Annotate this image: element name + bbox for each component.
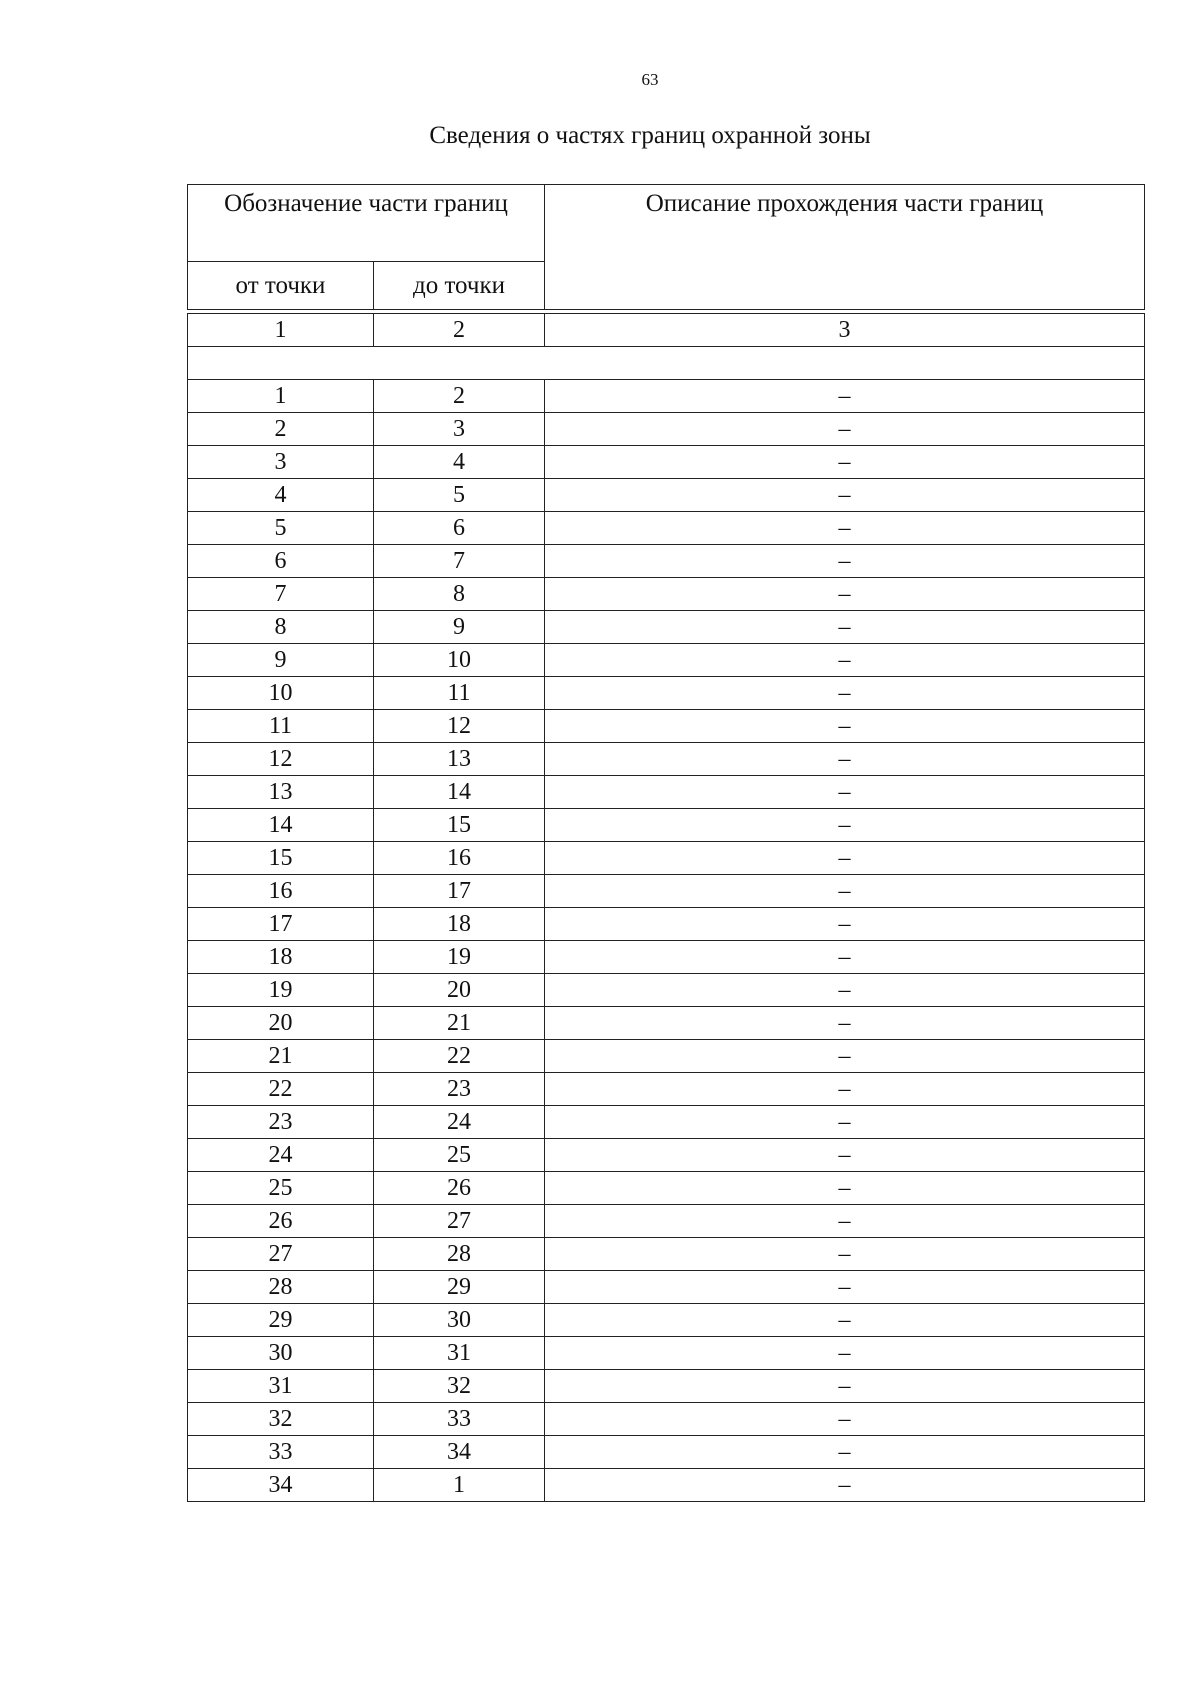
table-row <box>188 1205 1145 1238</box>
from-point-cell: 27 <box>188 1238 374 1271</box>
table-row <box>188 578 1145 611</box>
from-point-cell: 22 <box>188 1073 374 1106</box>
table-row <box>188 1073 1145 1106</box>
description-cell: – <box>545 1205 1145 1238</box>
to-point-cell: 33 <box>374 1403 545 1436</box>
table-row <box>188 1238 1145 1271</box>
from-point-cell: 6 <box>188 545 374 578</box>
description-cell: – <box>545 1469 1145 1502</box>
to-point-cell: 24 <box>374 1106 545 1139</box>
empty-section-cell <box>188 347 1145 380</box>
to-point-cell: 16 <box>374 842 545 875</box>
table-row <box>188 1469 1145 1502</box>
table-row <box>188 974 1145 1007</box>
to-point-cell: 31 <box>374 1337 545 1370</box>
description-cell: – <box>545 974 1145 1007</box>
column-number: 1 <box>188 314 374 347</box>
from-point-cell: 24 <box>188 1139 374 1172</box>
description-cell: – <box>545 1073 1145 1106</box>
from-point-cell: 17 <box>188 908 374 941</box>
description-cell: – <box>545 1007 1145 1040</box>
to-point-cell: 11 <box>374 677 545 710</box>
from-point-cell: 8 <box>188 611 374 644</box>
table-row <box>188 1271 1145 1304</box>
to-point-cell: 25 <box>374 1139 545 1172</box>
from-point-cell: 4 <box>188 479 374 512</box>
from-point-cell: 23 <box>188 1106 374 1139</box>
to-point-cell: 15 <box>374 809 545 842</box>
description-cell: – <box>545 611 1145 644</box>
to-point-cell: 4 <box>374 446 545 479</box>
table-row <box>188 1304 1145 1337</box>
table-row <box>188 1403 1145 1436</box>
from-point-cell: 3 <box>188 446 374 479</box>
page-number: 63 <box>641 70 659 89</box>
description-cell: – <box>545 875 1145 908</box>
table-row <box>188 908 1145 941</box>
table-row <box>188 677 1145 710</box>
description-cell: – <box>545 1337 1145 1370</box>
description-cell: – <box>545 512 1145 545</box>
table-row <box>188 1172 1145 1205</box>
description-cell: – <box>545 578 1145 611</box>
description-cell: – <box>545 842 1145 875</box>
description-cell: – <box>545 1238 1145 1271</box>
description-cell: – <box>545 809 1145 842</box>
description-cell: – <box>545 545 1145 578</box>
to-point-cell: 1 <box>374 1469 545 1502</box>
table-row <box>188 776 1145 809</box>
to-point-cell: 10 <box>374 644 545 677</box>
description-cell: – <box>545 941 1145 974</box>
description-cell: – <box>545 1172 1145 1205</box>
description-cell: – <box>545 743 1145 776</box>
column-number: 2 <box>374 314 545 347</box>
table-row <box>188 545 1145 578</box>
to-point-cell: 17 <box>374 875 545 908</box>
header-from-point: от точки <box>188 262 374 310</box>
from-point-cell: 32 <box>188 1403 374 1436</box>
from-point-cell: 19 <box>188 974 374 1007</box>
column-number: 3 <box>545 314 1145 347</box>
table-row <box>188 941 1145 974</box>
description-cell: – <box>545 413 1145 446</box>
from-point-cell: 16 <box>188 875 374 908</box>
from-point-cell: 20 <box>188 1007 374 1040</box>
from-point-cell: 2 <box>188 413 374 446</box>
table-body <box>188 185 1145 1502</box>
table-row <box>188 446 1145 479</box>
from-point-cell: 29 <box>188 1304 374 1337</box>
table-row <box>188 479 1145 512</box>
to-point-cell: 2 <box>374 380 545 413</box>
header-description: Описание прохождения части границ <box>545 185 1145 310</box>
to-point-cell: 8 <box>374 578 545 611</box>
boundary-parts-table <box>187 184 1145 1502</box>
to-point-cell: 19 <box>374 941 545 974</box>
from-point-cell: 13 <box>188 776 374 809</box>
to-point-cell: 6 <box>374 512 545 545</box>
from-point-cell: 5 <box>188 512 374 545</box>
from-point-cell: 21 <box>188 1040 374 1073</box>
table-row <box>188 875 1145 908</box>
document-title: Сведения о частях границ охранной зоны <box>429 122 871 149</box>
description-cell: – <box>545 1304 1145 1337</box>
to-point-cell: 20 <box>374 974 545 1007</box>
to-point-cell: 9 <box>374 611 545 644</box>
to-point-cell: 28 <box>374 1238 545 1271</box>
description-cell: – <box>545 1436 1145 1469</box>
to-point-cell: 30 <box>374 1304 545 1337</box>
from-point-cell: 26 <box>188 1205 374 1238</box>
from-point-cell: 25 <box>188 1172 374 1205</box>
from-point-cell: 11 <box>188 710 374 743</box>
header-designation: Обозначение части границ <box>188 185 545 262</box>
description-cell: – <box>545 1040 1145 1073</box>
from-point-cell: 30 <box>188 1337 374 1370</box>
table-row <box>188 809 1145 842</box>
description-cell: – <box>545 1106 1145 1139</box>
header-row-main <box>188 185 1145 262</box>
to-point-cell: 23 <box>374 1073 545 1106</box>
to-point-cell: 3 <box>374 413 545 446</box>
description-cell: – <box>545 479 1145 512</box>
description-cell: – <box>545 644 1145 677</box>
description-cell: – <box>545 1370 1145 1403</box>
to-point-cell: 18 <box>374 908 545 941</box>
from-point-cell: 12 <box>188 743 374 776</box>
table-row <box>188 1370 1145 1403</box>
from-point-cell: 33 <box>188 1436 374 1469</box>
description-cell: – <box>545 677 1145 710</box>
from-point-cell: 14 <box>188 809 374 842</box>
to-point-cell: 32 <box>374 1370 545 1403</box>
empty-section-row <box>188 347 1145 380</box>
to-point-cell: 27 <box>374 1205 545 1238</box>
to-point-cell: 29 <box>374 1271 545 1304</box>
from-point-cell: 9 <box>188 644 374 677</box>
from-point-cell: 34 <box>188 1469 374 1502</box>
from-point-cell: 15 <box>188 842 374 875</box>
header-to-point: до точки <box>374 262 545 310</box>
table-row <box>188 1436 1145 1469</box>
from-point-cell: 7 <box>188 578 374 611</box>
table-row <box>188 380 1145 413</box>
description-cell: – <box>545 1271 1145 1304</box>
to-point-cell: 14 <box>374 776 545 809</box>
table-row <box>188 644 1145 677</box>
description-cell: – <box>545 776 1145 809</box>
to-point-cell: 5 <box>374 479 545 512</box>
from-point-cell: 28 <box>188 1271 374 1304</box>
to-point-cell: 21 <box>374 1007 545 1040</box>
table-row <box>188 710 1145 743</box>
description-cell: – <box>545 380 1145 413</box>
to-point-cell: 7 <box>374 545 545 578</box>
table-row <box>188 1337 1145 1370</box>
to-point-cell: 26 <box>374 1172 545 1205</box>
table-row <box>188 413 1145 446</box>
table-row <box>188 512 1145 545</box>
from-point-cell: 10 <box>188 677 374 710</box>
description-cell: – <box>545 446 1145 479</box>
table-row <box>188 1106 1145 1139</box>
from-point-cell: 18 <box>188 941 374 974</box>
table-row <box>188 1040 1145 1073</box>
to-point-cell: 22 <box>374 1040 545 1073</box>
to-point-cell: 13 <box>374 743 545 776</box>
description-cell: – <box>545 908 1145 941</box>
to-point-cell: 34 <box>374 1436 545 1469</box>
table-row <box>188 1007 1145 1040</box>
description-cell: – <box>545 710 1145 743</box>
table-row <box>188 611 1145 644</box>
table-row <box>188 743 1145 776</box>
to-point-cell: 12 <box>374 710 545 743</box>
description-cell: – <box>545 1403 1145 1436</box>
table-row <box>188 1139 1145 1172</box>
table-row <box>188 842 1145 875</box>
description-cell: – <box>545 1139 1145 1172</box>
from-point-cell: 31 <box>188 1370 374 1403</box>
from-point-cell: 1 <box>188 380 374 413</box>
column-number-row <box>188 314 1145 347</box>
